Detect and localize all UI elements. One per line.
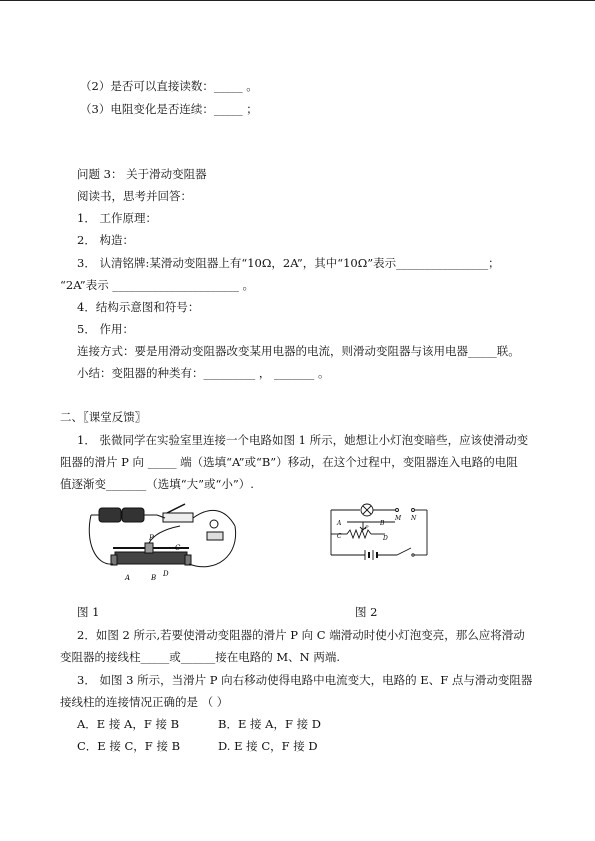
- option-d: D. E 接 C，F 接 D: [218, 739, 318, 753]
- fig2-label-b: B: [380, 520, 385, 527]
- exercise-2-line-1: 2．如图 2 所示,若要使滑动变阻器的滑片 P 向 C 端滑动时使小灯泡变亮，那么应将滑动: [77, 628, 525, 642]
- fig2-label-d: D: [383, 535, 388, 542]
- item-1: 1． 工作原理：: [77, 211, 157, 225]
- fig1-label-p: P: [149, 534, 154, 542]
- fig2-label-m: M: [395, 515, 402, 522]
- item-4: 4．结构示意图和符号：: [77, 300, 200, 314]
- summary: 小结：变阻器的种类有：_________ ， _______ 。: [77, 366, 330, 380]
- fig2-label-a: A: [337, 520, 342, 527]
- exercise-1-line-2: 阻器的滑片 P 向 _____ 端（选填“A”或“B”）移动，在这个过程中，变阻器连入电路的电阻: [60, 455, 518, 469]
- figure-1-caption: 图 1: [77, 605, 100, 619]
- fig2-label-n: N: [411, 515, 417, 522]
- section-2-heading: 二、〖课堂反馈〗: [60, 410, 147, 424]
- problem-3-intro: 阅读书，思考并回答：: [77, 189, 192, 203]
- item-5: 5． 作用：: [77, 322, 134, 336]
- fig1-label-c: C: [175, 544, 181, 552]
- option-c: C．E 接 C，F 接 B: [77, 739, 181, 753]
- figure-1-circuit-sketch: [85, 496, 245, 586]
- problem-3-title: 问题 3： 关于滑动变阻器: [77, 167, 207, 181]
- exercise-1-line-1: 1． 张微同学在实验室里连接一个电路如图 1 所示，她想让小灯泡变暗些，应该使滑动变: [77, 433, 529, 447]
- fig2-label-p: P: [365, 525, 369, 531]
- question-3: （3）电阻变化是否连续：_____ ；: [80, 102, 258, 116]
- question-2: （2）是否可以直接读数：_____ 。: [80, 79, 258, 93]
- exercise-3-line-1: 3． 如图 3 所示，当滑片 P 向右移动使得电路中电流变大，电路的 E、F 点与滑动变阻器: [77, 673, 533, 687]
- figure-2-circuit-schematic: [325, 500, 435, 562]
- page-top-rule: [0, 0, 595, 1]
- item-3-line-1: 3． 认清铭牌:某滑动变阻器上有“10Ω，2A”，其中“10Ω”表示________________；: [77, 256, 500, 270]
- option-a: A．E 接 A，F 接 B: [77, 717, 180, 731]
- figure-2-caption: 图 2: [355, 605, 378, 619]
- exercise-1-line-3: 值逐渐变_______（选填“大”或“小”）.: [60, 477, 254, 491]
- item-2: 2． 构造：: [77, 233, 134, 247]
- exercise-3-line-2: 接线柱的连接情况正确的是 （ ）: [60, 695, 229, 709]
- option-b: B．E 接 A，F 接 D: [218, 717, 321, 731]
- fig2-label-c: C: [337, 533, 342, 540]
- item-3-line-2: “2A”表示 ______________________ 。: [60, 278, 255, 292]
- connection-method: 连接方式：要是用滑动变阻器改变某用电器的电流，则滑动变阻器与该用电器_____联。: [77, 344, 520, 358]
- fig1-label-b: B: [151, 574, 157, 582]
- fig1-label-a: A: [125, 574, 131, 582]
- exercise-2-line-2: 变阻器的接线柱_____或______接在电路的 M、N 两端.: [60, 650, 341, 664]
- fig1-label-d: D: [163, 570, 169, 578]
